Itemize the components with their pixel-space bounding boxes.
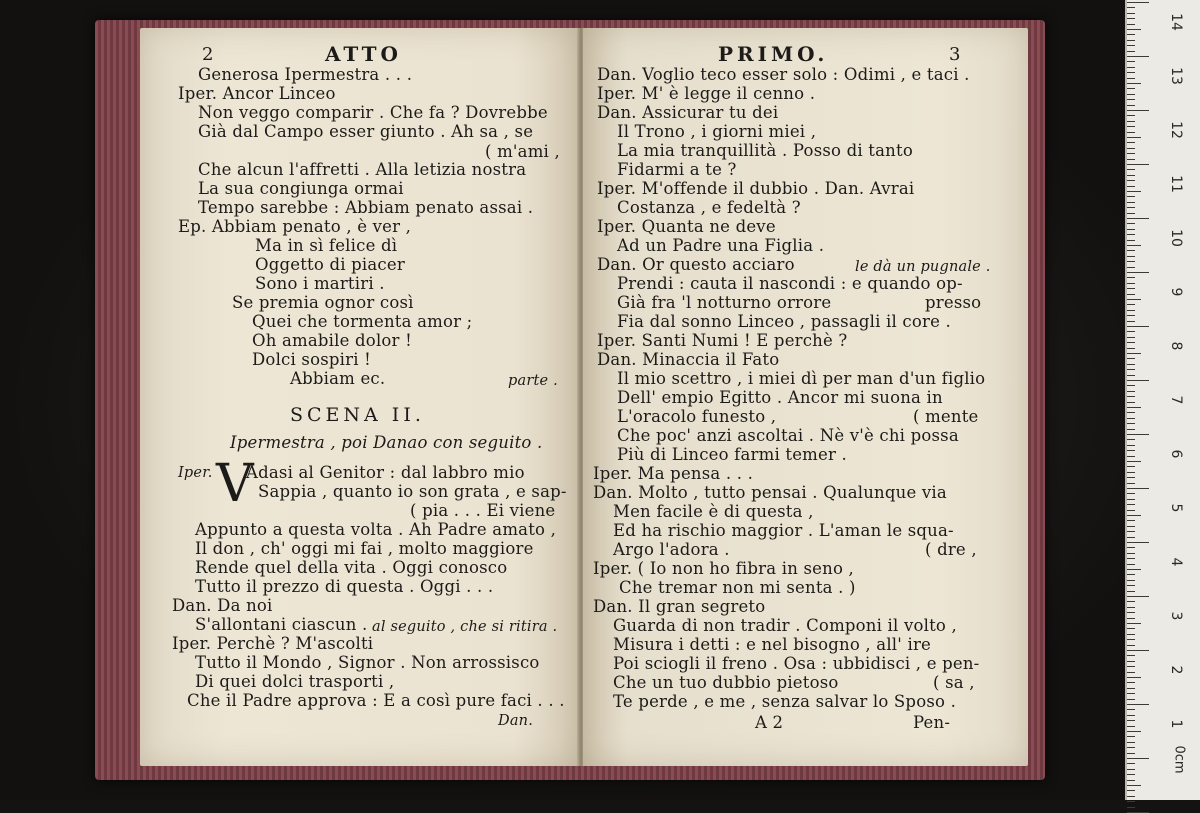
text-line: Il Trono , i giorni miei ,	[617, 122, 817, 141]
ruler-tick	[1127, 612, 1135, 613]
ruler-tick	[1127, 569, 1141, 570]
ruler-tick	[1127, 229, 1135, 230]
ruler-number: 8	[1168, 341, 1184, 351]
ruler-tick	[1127, 78, 1135, 79]
ruler-number: 2	[1168, 665, 1184, 675]
text-line: Iper. M' è legge il cenno .	[597, 84, 816, 103]
ruler-tick	[1127, 358, 1135, 359]
measurement-ruler	[1125, 0, 1200, 800]
ruler-tick	[1127, 477, 1135, 478]
ruler-tick	[1127, 337, 1135, 338]
ruler-number: 11	[1168, 175, 1184, 193]
ruler-tick	[1127, 67, 1135, 68]
ruler-tick	[1127, 418, 1135, 419]
ruler-tick	[1127, 763, 1135, 764]
text-line: Dan. Il gran segreto	[593, 597, 766, 616]
ruler-tick	[1127, 412, 1135, 413]
running-head: ATTO	[325, 42, 402, 66]
ruler-number: 9	[1168, 287, 1184, 297]
text-line: Appunto a questa volta . Ah Padre amato ,	[195, 520, 557, 539]
text-line: Che il Padre approva : E a così pure faci . . .	[187, 691, 565, 710]
ruler-tick	[1127, 331, 1135, 332]
ruler-number: 14	[1168, 13, 1184, 31]
text-line: Ma in sì felice dì	[255, 236, 398, 255]
ruler-tick	[1127, 483, 1135, 484]
text-line: Dell' empio Egitto . Ancor mi suona in	[617, 388, 943, 407]
text-line: La sua congiunga ormai	[198, 179, 404, 198]
text-line: Tutto il prezzo di questa . Oggi . . .	[195, 577, 494, 596]
text-line: Tutto il Mondo , Signor . Non arrossisco	[195, 653, 540, 672]
ruler-tick	[1127, 493, 1135, 494]
ruler-tick	[1127, 40, 1135, 41]
ruler-tick	[1127, 61, 1135, 62]
left-page	[140, 28, 580, 766]
ruler-tick	[1127, 364, 1135, 365]
ruler-tick	[1127, 504, 1135, 505]
ruler-tick	[1127, 574, 1135, 575]
text-line: Dan. Molto , tutto pensai . Qualunque via	[593, 483, 947, 502]
ruler-tick	[1127, 45, 1135, 46]
text-line: Iper. M'offende il dubbio . Dan. Avrai	[597, 179, 915, 198]
text-line: Iper. Perchè ? M'ascolti	[172, 634, 374, 653]
ruler-tick	[1127, 720, 1135, 721]
speaker-label: Iper.	[178, 465, 213, 481]
ruler-tick	[1127, 726, 1135, 727]
ruler-tick	[1127, 310, 1135, 311]
stage-direction: le dà un pugnale .	[855, 259, 991, 275]
text-line: ( dre ,	[925, 540, 977, 559]
ruler-number: 4	[1168, 557, 1184, 567]
ruler-tick	[1127, 169, 1135, 170]
ruler-tick	[1127, 693, 1135, 694]
text-line: L'oracolo funesto ,	[617, 407, 777, 426]
ruler-tick	[1127, 672, 1135, 673]
ruler-tick	[1127, 380, 1149, 381]
text-line: Guarda di non tradir . Componi il volto ,	[613, 616, 957, 635]
ruler-tick	[1127, 261, 1135, 262]
stage-direction: al seguito , che si ritira .	[372, 619, 558, 635]
text-line: Fia dal sonno Linceo , passagli il core .	[617, 312, 951, 331]
ruler-tick	[1127, 164, 1149, 165]
ruler-tick	[1127, 153, 1135, 154]
ruler-tick	[1127, 634, 1135, 635]
text-line: Più di Linceo farmi temer .	[617, 445, 847, 464]
ruler-tick	[1127, 385, 1135, 386]
text-line: Argo l'adora .	[613, 540, 730, 559]
ruler-tick	[1127, 2, 1149, 3]
text-line: Sono i martiri .	[255, 274, 385, 293]
text-line: Iper. ( Io non ho fibra in seno ,	[593, 559, 854, 578]
ruler-tick	[1127, 342, 1135, 343]
ruler-tick	[1127, 639, 1135, 640]
ruler-tick	[1127, 790, 1135, 791]
ruler-tick	[1127, 99, 1135, 100]
ruler-tick	[1127, 250, 1135, 251]
ruler-tick	[1127, 369, 1135, 370]
ruler-tick	[1127, 591, 1135, 592]
ruler-tick	[1127, 553, 1135, 554]
text-line: Men facile è di questa ,	[613, 502, 814, 521]
ruler-tick	[1127, 666, 1135, 667]
ruler-tick	[1127, 126, 1135, 127]
text-line: Che un tuo dubbio pietoso	[613, 673, 839, 692]
text-line: Di quei dolci trasporti ,	[195, 672, 395, 691]
catchword: Dan.	[498, 713, 534, 729]
text-line: Non veggo comparir . Che fa ? Dovrebbe	[198, 103, 548, 122]
ruler-number: 13	[1168, 67, 1184, 85]
ruler-tick	[1127, 807, 1135, 808]
ruler-number: 6	[1168, 449, 1184, 459]
ruler-tick	[1127, 110, 1149, 111]
ruler-tick	[1127, 526, 1135, 527]
ruler-number: 12	[1168, 121, 1184, 139]
ruler-tick	[1127, 105, 1135, 106]
ruler-tick	[1127, 402, 1135, 403]
text-line: Abbiam ec.	[290, 369, 386, 388]
ruler-number: 7	[1168, 395, 1184, 405]
text-line: Il don , ch' oggi mi fai , molto maggiore	[195, 539, 534, 558]
ruler-tick	[1127, 450, 1135, 451]
text-line: Adasi al Genitor : dal labbro mio	[246, 463, 525, 482]
ruler-tick	[1127, 758, 1149, 759]
ruler-tick	[1127, 283, 1135, 284]
ruler-tick	[1127, 148, 1135, 149]
text-line: Che tremar non mi senta . )	[619, 578, 856, 597]
ruler-tick	[1127, 88, 1135, 89]
ruler-tick	[1127, 429, 1135, 430]
text-line: Dan. Assicurar tu dei	[597, 103, 779, 122]
text-line: Te perde , e me , senza salvar lo Sposo .	[613, 692, 957, 711]
ruler-tick	[1127, 137, 1141, 138]
text-line: Dan. Voglio teco esser solo : Odimi , e taci .	[597, 65, 970, 84]
text-line: S'allontani ciascun .	[195, 615, 368, 634]
ruler-tick	[1127, 223, 1135, 224]
ruler-tick	[1127, 267, 1135, 268]
text-line: Dan. Minaccia il Fato	[597, 350, 780, 369]
ruler-tick	[1127, 202, 1135, 203]
ruler-tick	[1127, 618, 1135, 619]
ruler-tick	[1127, 731, 1141, 732]
ruler-tick	[1127, 596, 1149, 597]
ruler-tick	[1127, 650, 1149, 651]
ruler-tick	[1127, 142, 1135, 143]
text-line: Generosa Ipermestra . . .	[198, 65, 413, 84]
ruler-tick	[1127, 191, 1141, 192]
text-line: ( mente	[913, 407, 979, 426]
ruler-tick	[1127, 348, 1135, 349]
ruler-tick	[1127, 13, 1135, 14]
ruler-tick	[1127, 196, 1135, 197]
ruler-tick	[1127, 661, 1135, 662]
ruler-tick	[1127, 515, 1141, 516]
ruler-tick	[1127, 785, 1141, 786]
ruler-tick	[1127, 445, 1135, 446]
ruler-tick	[1127, 466, 1135, 467]
ruler-tick	[1127, 375, 1135, 376]
ruler-tick	[1127, 439, 1135, 440]
ruler-tick	[1127, 288, 1135, 289]
text-line: Iper. Quanta ne deve	[597, 217, 776, 236]
text-line: Ed ha rischio maggior . L'aman le squa-	[613, 521, 954, 540]
ruler-tick	[1127, 682, 1135, 683]
catchword: Pen-	[913, 713, 951, 732]
text-line: Quei che tormenta amor ;	[252, 312, 473, 331]
text-line: Poi sciogli il freno . Osa : ubbidisci , e pen-	[613, 654, 980, 673]
ruler-tick	[1127, 34, 1135, 35]
ruler-tick	[1127, 601, 1135, 602]
ruler-tick	[1127, 277, 1135, 278]
ruler-tick	[1127, 747, 1135, 748]
text-line: Costanza , e fedeltà ?	[617, 198, 801, 217]
text-line: Dolci sospiri !	[252, 350, 371, 369]
ruler-tick	[1127, 272, 1149, 273]
ruler-tick	[1127, 121, 1135, 122]
ruler-tick	[1127, 326, 1149, 327]
ruler-tick	[1127, 558, 1135, 559]
ruler-tick	[1127, 29, 1141, 30]
text-line: Fidarmi a te ?	[617, 160, 737, 179]
ruler-tick	[1127, 542, 1149, 543]
ruler-tick	[1127, 434, 1149, 435]
stage-direction: parte .	[508, 373, 558, 389]
ruler-tick	[1127, 796, 1135, 797]
ruler-tick	[1127, 396, 1135, 397]
text-line: Iper. Santi Numi ! E perchè ?	[597, 331, 848, 350]
ruler-number: 3	[1168, 611, 1184, 621]
ruler-tick	[1127, 531, 1135, 532]
right-page	[583, 28, 1028, 766]
ruler-tick	[1127, 715, 1135, 716]
ruler-tick	[1127, 461, 1141, 462]
ruler-tick	[1127, 488, 1149, 489]
text-line: Rende quel della vita . Oggi conosco	[195, 558, 508, 577]
text-line: Oh amabile dolor !	[252, 331, 412, 350]
text-line: ( sa ,	[933, 673, 975, 692]
ruler-tick	[1127, 218, 1149, 219]
text-line: Che poc' anzi ascoltai . Nè v'è chi possa	[617, 426, 959, 445]
ruler-tick	[1127, 769, 1135, 770]
ruler-tick	[1127, 585, 1135, 586]
ruler-number: 10	[1168, 229, 1184, 247]
ruler-tick	[1127, 520, 1135, 521]
ruler-tick	[1127, 18, 1135, 19]
text-line: ( pia . . . Ei viene	[410, 501, 556, 520]
ruler-tick	[1127, 537, 1135, 538]
ruler-tick	[1127, 180, 1135, 181]
ruler-tick	[1127, 207, 1135, 208]
ruler-tick	[1127, 623, 1141, 624]
text-line: Oggetto di piacer	[255, 255, 405, 274]
ruler-tick	[1127, 115, 1135, 116]
scene-characters: Ipermestra , poi Danao con seguito .	[230, 433, 543, 452]
page-number: 3	[949, 44, 961, 65]
ruler-tick	[1127, 391, 1135, 392]
ruler-tick	[1127, 499, 1135, 500]
text-line: presso	[925, 293, 982, 312]
ruler-tick	[1127, 677, 1141, 678]
ruler-tick	[1127, 321, 1135, 322]
ruler-tick	[1127, 7, 1135, 8]
page-number: 2	[202, 44, 214, 65]
ruler-tick	[1127, 564, 1135, 565]
text-line: Prendi : cauta il nascondi : e quando op-	[617, 274, 963, 293]
ruler-tick	[1127, 315, 1135, 316]
ruler-tick	[1127, 774, 1135, 775]
ruler-tick	[1127, 580, 1135, 581]
ruler-tick	[1127, 801, 1135, 802]
ruler-tick	[1127, 423, 1135, 424]
ruler-tick	[1127, 51, 1135, 52]
text-line: Iper. Ancor Linceo	[178, 84, 336, 103]
ruler-tick	[1127, 299, 1141, 300]
ruler-tick	[1127, 213, 1135, 214]
ruler-tick	[1127, 699, 1135, 700]
text-line: Dan. Da noi	[172, 596, 273, 615]
ruler-tick	[1127, 407, 1141, 408]
ruler-tick	[1127, 175, 1135, 176]
text-line: Già dal Campo esser giunto . Ah sa , se	[198, 122, 534, 141]
signature-mark: A 2	[755, 713, 784, 732]
ruler-tick	[1127, 72, 1135, 73]
running-head: PRIMO.	[718, 42, 829, 66]
ruler-tick	[1127, 94, 1135, 95]
ruler-tick	[1127, 628, 1135, 629]
ruler-tick	[1127, 736, 1135, 737]
text-line: Se premia ognor così	[232, 293, 414, 312]
ruler-tick	[1127, 510, 1135, 511]
ruler-tick	[1127, 753, 1135, 754]
text-line: Iper. Ma pensa . . .	[593, 464, 754, 483]
ruler-unit-label: 0cm	[1171, 745, 1187, 774]
ruler-number: 5	[1168, 503, 1184, 513]
text-line: Ep. Abbiam penato , è ver ,	[178, 217, 412, 236]
text-line: La mia tranquillità . Posso di tanto	[617, 141, 913, 160]
text-line: Già fra 'l notturno orrore	[617, 293, 832, 312]
ruler-tick	[1127, 132, 1135, 133]
ruler-tick	[1127, 240, 1135, 241]
ruler-tick	[1127, 780, 1135, 781]
ruler-tick	[1127, 24, 1135, 25]
ruler-tick	[1127, 56, 1149, 57]
text-line: Misura i detti : e nel bisogno , all' ire	[613, 635, 931, 654]
drop-cap: V	[216, 454, 254, 514]
ruler-tick	[1127, 688, 1135, 689]
ruler-tick	[1127, 704, 1149, 705]
ruler-tick	[1127, 234, 1135, 235]
ruler-tick	[1127, 709, 1135, 710]
ruler-tick	[1127, 456, 1135, 457]
ruler-tick	[1127, 645, 1135, 646]
ruler-tick	[1127, 655, 1135, 656]
ruler-tick	[1127, 294, 1135, 295]
ruler-tick	[1127, 742, 1135, 743]
ruler-tick	[1127, 186, 1135, 187]
ruler-tick	[1127, 83, 1141, 84]
text-line: Tempo sarebbe : Abbiam penato assai .	[198, 198, 534, 217]
text-line: Sappia , quanto io son grata , e sap-	[258, 482, 567, 501]
ruler-tick	[1127, 159, 1135, 160]
ruler-tick	[1127, 256, 1135, 257]
text-line: Dan. Or questo acciaro	[597, 255, 795, 274]
ruler-number: 1	[1168, 719, 1184, 729]
scene-heading: SCENA II.	[290, 404, 425, 426]
ruler-tick	[1127, 607, 1135, 608]
ruler-tick	[1127, 353, 1141, 354]
ruler-tick	[1127, 304, 1135, 305]
text-line: Il mio scettro , i miei dì per man d'un figlio	[617, 369, 986, 388]
text-line: Ad un Padre una Figlia .	[617, 236, 825, 255]
ruler-tick	[1127, 245, 1141, 246]
ruler-tick	[1127, 547, 1135, 548]
ruler-tick	[1127, 472, 1135, 473]
text-line: Che alcun l'affretti . Alla letizia nostra	[198, 160, 527, 179]
text-line: ( m'ami ,	[485, 142, 560, 161]
